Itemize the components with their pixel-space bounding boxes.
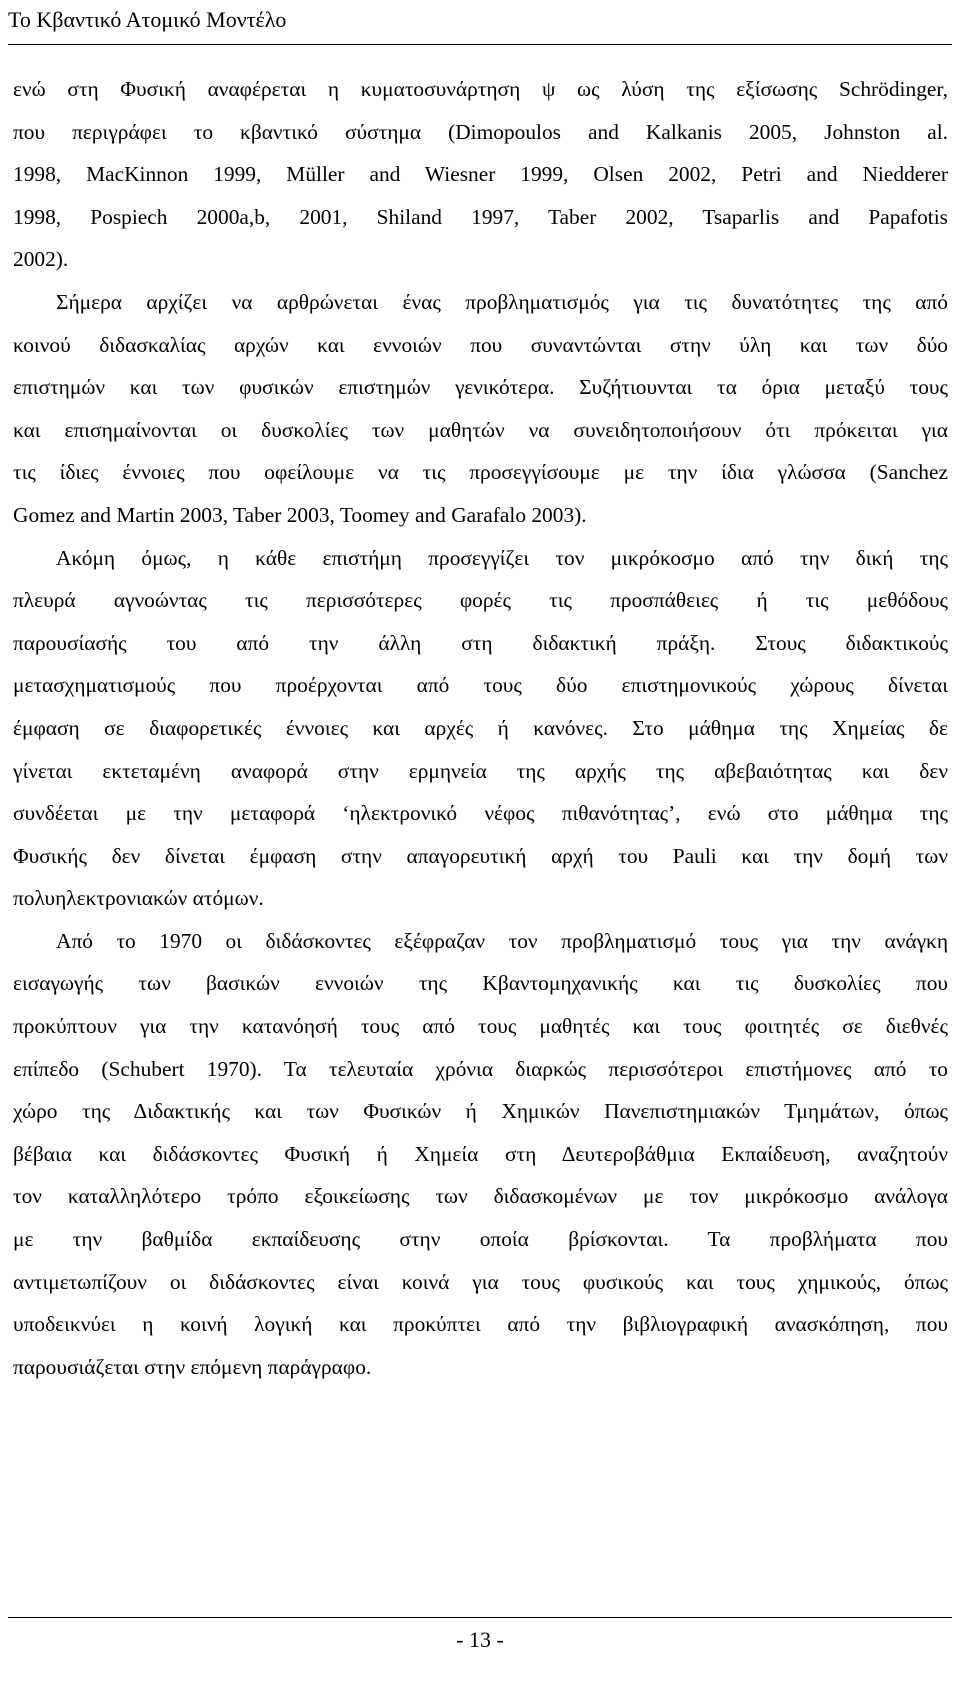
text-line: επίπεδο (Schubert 1970). Τα τελευταία χρόνια διαρκώς περισσότεροι επιστήμονες από το [13,1056,948,1081]
text-line: έμφαση σε διαφορετικές έννοιες και αρχές ή κανόνες. Στο μάθημα της Χημείας δε [13,715,948,740]
text-line: και επισημαίνονται οι δυσκολίες των μαθητών να συνειδητοποιήσουν ότι πρόκειται για [13,417,948,442]
text-line: Από το 1970 οι διδάσκοντες εξέφραζαν τον προβληματισμό τους για την ανάγκη [56,928,948,953]
page-header [8,2,952,46]
document-body [13,68,948,1388]
page-number: - 13 - [456,1627,504,1652]
text-line: 1998, Pospiech 2000a,b, 2001, Shiland 1997, Taber 2002, Tsaparlis and Papafotis [13,204,948,229]
text-line: επιστημών και των φυσικών επιστημών γενικότερα. Συζήτιουνται τα όρια μεταξύ τους [13,375,948,400]
text-line: Φυσικής δεν δίνεται έμφαση στην απαγορευτική αρχή του Pauli και την δομή των [13,843,948,868]
text-line: Gomez and Martin 2003, Taber 2003, Toomey and Garafalo 2003). [13,502,587,527]
text-line: που περιγράφει το κβαντικό σύστημα (Dimopoulos and Kalkanis 2005, Johnston al. [13,119,948,144]
text-line: 2002). [13,247,69,272]
text-line: πλευρά αγνοώντας τις περισσότερες φορές τις προσπάθειες ή τις μεθόδους [13,588,948,613]
text-line: τον καταλληλότερο τρόπο εξοικείωσης των διδασκομένων με τον μικρόκοσμο ανάλογα [13,1184,948,1209]
text-line: παρουσιάζεται στην επόμενη παράγραφο. [13,1354,372,1379]
text-line: με την βαθμίδα εκπαίδευσης στην οποία βρίσκονται. Τα προβλήματα που [13,1227,948,1252]
text-line: προκύπτουν για την κατανόησή τους από τους μαθητές και τους φοιτητές σε διεθνές [13,1014,948,1039]
text-line: τις ίδιες έννοιες που οφείλουμε να τις προσεγγίσουμε με την ίδια γλώσσα (Sanchez [13,460,948,485]
text-line: μετασχηματισμούς που προέρχονται από τους δύο επιστημονικούς χώρους δίνεται [13,673,948,698]
text-line: ενώ στη Φυσική αναφέρεται η κυματοσυνάρτηση ψ ως λύση της εξίσωσης Schrödinger, [13,77,948,101]
text-line: Ακόμη όμως, η κάθε επιστήμη προσεγγίζει τον μικρόκοσμο από την δική της [56,545,948,570]
text-line: 1998, MacKinnon 1999, Müller and Wiesner 1999, Olsen 2002, Petri and Niedderer [13,162,948,187]
text-line: αντιμετωπίζουν οι διδάσκοντες είναι κοινά για τους φυσικούς και τους χημικούς, όπως [13,1269,948,1294]
text-line: παρουσίασής του από την άλλη στη διδακτική πράξη. Στους διδακτικούς [13,630,948,655]
text-line: εισαγωγής των βασικών εννοιών της Κβαντομηχανικής και τις δυσκολίες που [13,971,948,996]
text-line: βέβαια και διδάσκοντες Φυσική ή Χημεία στη Δευτεροβάθμια Εκπαίδευση, αναζητούν [13,1141,948,1166]
footer-divider [8,1617,952,1618]
text-line: χώρο της Διδακτικής και των Φυσικών ή Χημικών Πανεπιστημιακών Τμημάτων, όπως [13,1099,948,1124]
text-line: πολυηλεκτρονιακών ατόμων. [13,886,264,911]
running-title: Το Κβαντικό Ατομικό Μοντέλο [8,7,287,32]
text-line: Σήμερα αρχίζει να αρθρώνεται ένας προβληματισμός για τις δυνατότητες της από [56,289,948,314]
text-line: συνδέεται με την μεταφορά ‘ηλεκτρονικό νέφος πιθανότητας’, ενώ στο μάθημα της [13,801,948,826]
text-line: γίνεται εκτεταμένη αναφορά στην ερμηνεία της αρχής της αβεβαιότητας και δεν [13,758,948,783]
text-line: υποδεικνύει η κοινή λογική και προκύπτει από την βιβλιογραφική ανασκόπηση, που [13,1312,948,1337]
header-divider [8,44,952,45]
text-line: κοινού διδασκαλίας αρχών και εννοιών που συναντώνται στην ύλη και των δύο [13,332,948,357]
